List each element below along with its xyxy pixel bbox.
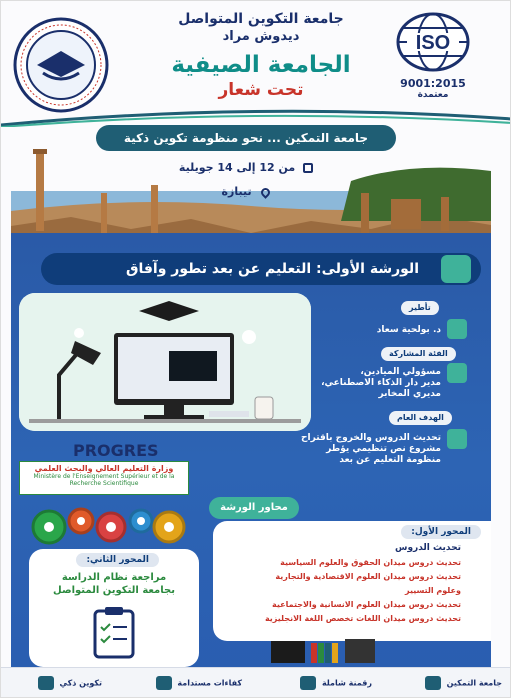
axis-one-item: تحديث دروس ميدان العلوم الانسانية والاجتماعية: [272, 600, 461, 609]
axis-two-heading: المحور الثاني:: [76, 553, 159, 567]
under-slogan: تحت شعار: [218, 80, 304, 100]
university-name: جامعة التكوين المتواصل: [178, 11, 344, 27]
place-text: تيبازة: [221, 185, 252, 198]
goal-value: تحديث الدروس والخروج باقتراح مشروع نص تنظيمي يؤطر منظومة التعليم عن بعد: [301, 433, 441, 465]
axis-two-text: مراجعة نظام الدراسة بجامعة التكوين المتواصل: [53, 572, 175, 596]
title-block: [141, 11, 381, 100]
axis-one-heading: المحور الأول:: [401, 525, 481, 539]
event-place: [201, 185, 291, 198]
workshop-title-bar: [41, 253, 481, 285]
footer-item-digitization: رقمنة شاملة: [300, 676, 372, 692]
iso-certified: معتمدة: [417, 90, 449, 100]
participants-value: مسؤولي الميادين، مدير دار الذكاء الاصطناعي، مديري المخابر: [321, 367, 441, 399]
workshop-axes-label: محاور الورشة: [209, 497, 299, 519]
event-title: الجامعة الصيفية: [171, 52, 351, 78]
footer-item-competencies: كفاءات مستدامة: [156, 676, 242, 692]
ministry-arabic: وزارة التعليم العالي والبحث العلمي: [34, 464, 174, 473]
participants-label: الفئة المشاركة: [381, 347, 456, 361]
facilitator-label: تأطير: [401, 301, 439, 315]
axis-one-item: تحديث دروس ميدان العلوم الاقتصادية والتجارية: [275, 572, 461, 581]
iso-code: 9001:2015: [400, 77, 466, 90]
person-icon: [447, 319, 467, 339]
ministry-badge: [19, 461, 189, 495]
e-learning-illustration: [19, 293, 311, 431]
footer-bar: [1, 667, 511, 698]
footer-item-empowerment: جامعة التمكين: [425, 676, 502, 692]
facilitator-value: د. بولحية سعاد: [376, 325, 441, 335]
footer-item-smart-training: تكوين ذكي: [38, 676, 102, 692]
globe-icon: [395, 11, 471, 73]
clipboard-checklist-icon: [91, 605, 137, 659]
laptop-icon: [300, 676, 316, 690]
group-icon: [447, 363, 467, 383]
location-pin-icon: [260, 186, 273, 199]
goal-label: الهدف العام: [389, 411, 452, 425]
progres-logo: PROGRES: [73, 441, 159, 460]
people-icon: [425, 676, 441, 690]
graduation-cap-icon: [156, 676, 172, 690]
decorative-swoosh: [1, 105, 511, 127]
slogan-banner: جامعة التمكين ... نحو منظومة تكوين ذكية: [96, 125, 396, 151]
axis-one-item: وعلوم التسيير: [404, 586, 461, 595]
axis-two-card: [29, 549, 199, 667]
books-devices-illustration: [271, 637, 381, 665]
iso-text: ISO: [415, 32, 451, 54]
calendar-icon: [303, 163, 313, 173]
target-icon: [447, 429, 467, 449]
axis-one-subtitle: تحديث الدروس: [395, 543, 461, 553]
axis-one-item: تحديث دروس ميدان الحقوق والعلوم السياسية: [280, 558, 461, 567]
university-subname: ديدوش مراد: [222, 29, 300, 44]
workshop-title: الورشة الأولى: التعليم عن بعد تطور وآفاق: [125, 261, 419, 277]
presentation-icon: [441, 255, 471, 283]
date-text: من 12 إلى 14 جويلية: [178, 161, 296, 174]
event-date: [161, 161, 331, 174]
desk-scene: [19, 293, 311, 431]
ministry-french: Ministère de l'Enseignement Supérieur et de la Recherche Scientifique: [33, 473, 175, 487]
axis-one-item: تحديث دروس ميدان اللغات تخصص اللغة الانجليزية: [264, 614, 461, 623]
gears-illustration: [19, 491, 199, 551]
university-logo: [11, 15, 111, 115]
tablet-icon: [38, 676, 54, 690]
iso-badge: [393, 11, 473, 100]
axis-one-card: [213, 521, 491, 641]
